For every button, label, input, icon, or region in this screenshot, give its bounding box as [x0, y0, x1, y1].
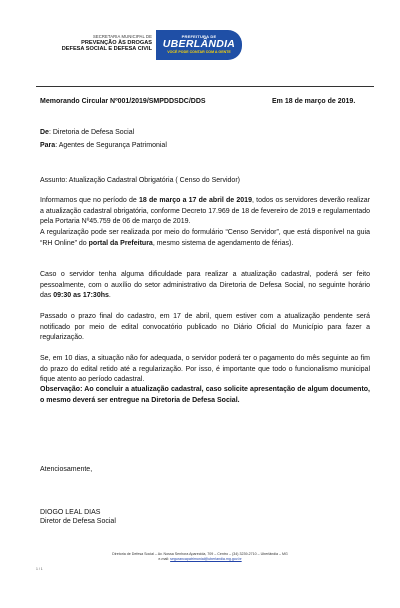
to-line — [40, 141, 167, 151]
org-line-1: SECRETARIA MUNICIPAL DE — [93, 34, 152, 39]
logo-city-name: UBERLÂNDIA — [162, 38, 236, 50]
p1-period: 18 de março a 17 de abril de 2019 — [138, 197, 252, 204]
p3-hours: 09:30 as 17:30hs — [53, 292, 109, 299]
prefeitura-logo — [156, 30, 242, 60]
logo-small-text: PREFEITURA DE — [181, 34, 217, 39]
p3-text-c: . — [108, 292, 111, 299]
page-number: 1 / 1 — [36, 567, 43, 571]
p2-text-a: A regularização pode ser realizada por meio do formulário “Censo Servidor”, que está disponível na guia “RH Online” do — [40, 229, 370, 247]
closing-greeting: Atenciosamente, — [40, 466, 93, 473]
to-value: : Agentes de Segurança Patrimonial — [55, 142, 167, 149]
footer-contact — [0, 557, 400, 561]
p3-text-a: Caso o servidor tenha alguma dificuldade para realizar a atualização cadastral, poderá ser feito pessoalmente, com o auxílio do setor administrativo da Diretoria de Defesa Social, no seguinte horário das — [40, 271, 370, 299]
paragraph-5: Se, em 10 dias, a situação não for adequada, o servidor poderá ter o pagamento do mês seguinte ao fim do prazo do edital retido até a regularização. Por isso, é importante que todo o funcionalismo municipal fique atento ao período cadastral. — [40, 355, 370, 383]
signatory-role: Diretor de Defesa Social — [40, 518, 116, 525]
organization-header — [62, 34, 152, 52]
p1-text-c: , todos os servidores deverão realizar a atualização cadastral obrigatória, conforme Decreto 17.969 de 18 de fevereiro de 2019 e regulamentado pela Portaria Nº45.759 de 06 de março de 2019. — [40, 197, 370, 225]
p1-text-a: Informamos que no período de — [40, 197, 139, 204]
paragraph-1 — [40, 196, 370, 228]
signatory-name: DIOGO LEAL DIAS — [40, 509, 101, 516]
memo-title: Memorando Circular Nº001/2019/SMPDDSDC/DDS — [40, 98, 206, 105]
p2-portal: portal da Prefeitura — [88, 239, 153, 247]
footer-email-link[interactable]: segurancapatrimonial@uberlandia.mg.gov.br — [170, 557, 242, 561]
from-value: : Diretoria de Defesa Social — [48, 129, 135, 136]
logo-slogan: VOCÊ PODE CONTAR COM A GENTE — [167, 50, 231, 54]
footer-address: Diretoria de Defesa Social – Av. Nossa Senhora Aparecida, 709 – Centro – (34) 3239-2710 – Uberlândia – MG — [112, 552, 288, 556]
subject-line: Assunto: Atualização Cadastral Obrigatória ( Censo do Servidor) — [40, 177, 240, 184]
footer-email-label: e-mail: — [158, 557, 171, 561]
from-line — [40, 128, 134, 138]
org-line-3: DEFESA SOCIAL E DEFESA CIVIL — [61, 46, 152, 52]
org-line-2: PREVENÇÃO ÀS DROGAS — [81, 40, 152, 46]
to-label: Para — [40, 142, 56, 149]
from-label: De — [40, 129, 49, 136]
paragraph-2 — [40, 228, 370, 249]
observation-paragraph: Observação: Ao concluir a atualização cadastral, caso solicite apresentação de algum documento, o mesmo deverá ser entregue na Diretoria de Defesa Social. — [40, 386, 370, 404]
memo-date: Em 18 de março de 2019. — [272, 98, 356, 105]
p2-text-c: , mesmo sistema de agendamento de férias). — [152, 239, 294, 247]
paragraph-4: Passado o prazo final do cadastro, em 17 de abril, quem estiver com a atualização pendente será notificado por meio de edital convocatório publicado no Diário Oficial do Município para fazer a regularização. — [40, 313, 370, 341]
header-divider — [36, 86, 374, 87]
paragraph-3 — [40, 270, 370, 302]
